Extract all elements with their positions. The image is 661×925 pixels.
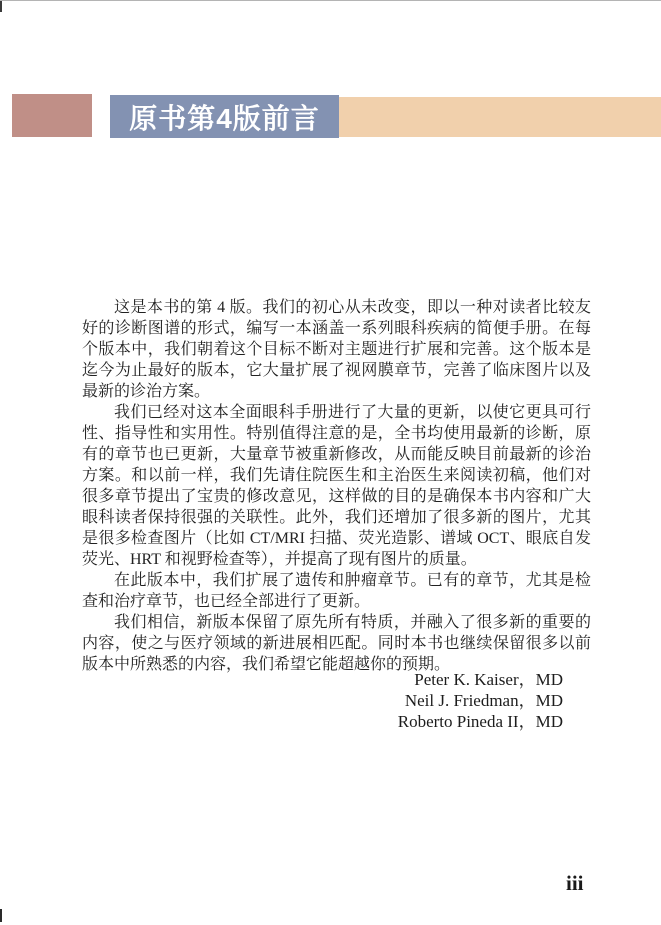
header-peach-block — [339, 97, 661, 137]
preface-text — [82, 297, 591, 675]
author-line: Neil J. Friedman，MD — [404, 691, 563, 710]
author-line: Roberto Pineda II，MD — [397, 712, 563, 731]
page-title: 原书第4版前言 — [129, 102, 320, 134]
paragraph: 我们已经对这本全面眼科手册进行了大量的更新，以使它更具可行性、指导性和实用性。特别值得注意的是，全书均使用最新的诊断，原有的章节也已更新，大量章节被重新修改，从而能反映目前最新的诊治方案。和以前一样，我们先请住院医生和主治医生来阅读初稿，他们对很多章节提出了宝贵的修改意见，这样做的目的是确保本书内容和广大眼科读者保持很强的关联性。此外，我们还增加了很多新的图片，尤其是很多检查图片（比如 CT/MRI 扫描、荧光造影、谱域 OCT、眼底自发荧光、HRT 和视野检查等），并提高了现有图片的质量。 — [82, 404, 591, 568]
author-line: Peter K. Kaiser，MD — [414, 670, 563, 689]
page-number: iii — [566, 871, 584, 895]
header-title-block — [110, 95, 339, 138]
paragraph: 这是本书的第 4 版。我们的初心从未改变，即以一种对读者比较友好的诊断图谱的形式，编写一本涵盖一系列眼科疾病的简便手册。在每个版本中，我们朝着这个目标不断对主题进行扩展和完善。这个版本是迄今为止最好的版本，它大量扩展了视网膜章节，完善了临床图片以及最新的诊治方案。 — [82, 299, 591, 400]
author-signatures — [398, 669, 563, 732]
scan-artifact-bottom — [0, 909, 2, 922]
scan-artifact-top — [0, 1, 2, 12]
paragraph: 在此版本中，我们扩展了遗传和肿瘤章节。已有的章节，尤其是检查和治疗章节，也已经全部进行了更新。 — [82, 572, 591, 610]
paragraph: 我们相信，新版本保留了原先所有特质，并融入了很多新的重要的内容，使之与医疗领域的新进展相匹配。同时本书也继续保留很多以前版本中所熟悉的内容，我们希望它能超越你的预期。 — [82, 614, 591, 673]
header-pink-block — [12, 94, 92, 137]
